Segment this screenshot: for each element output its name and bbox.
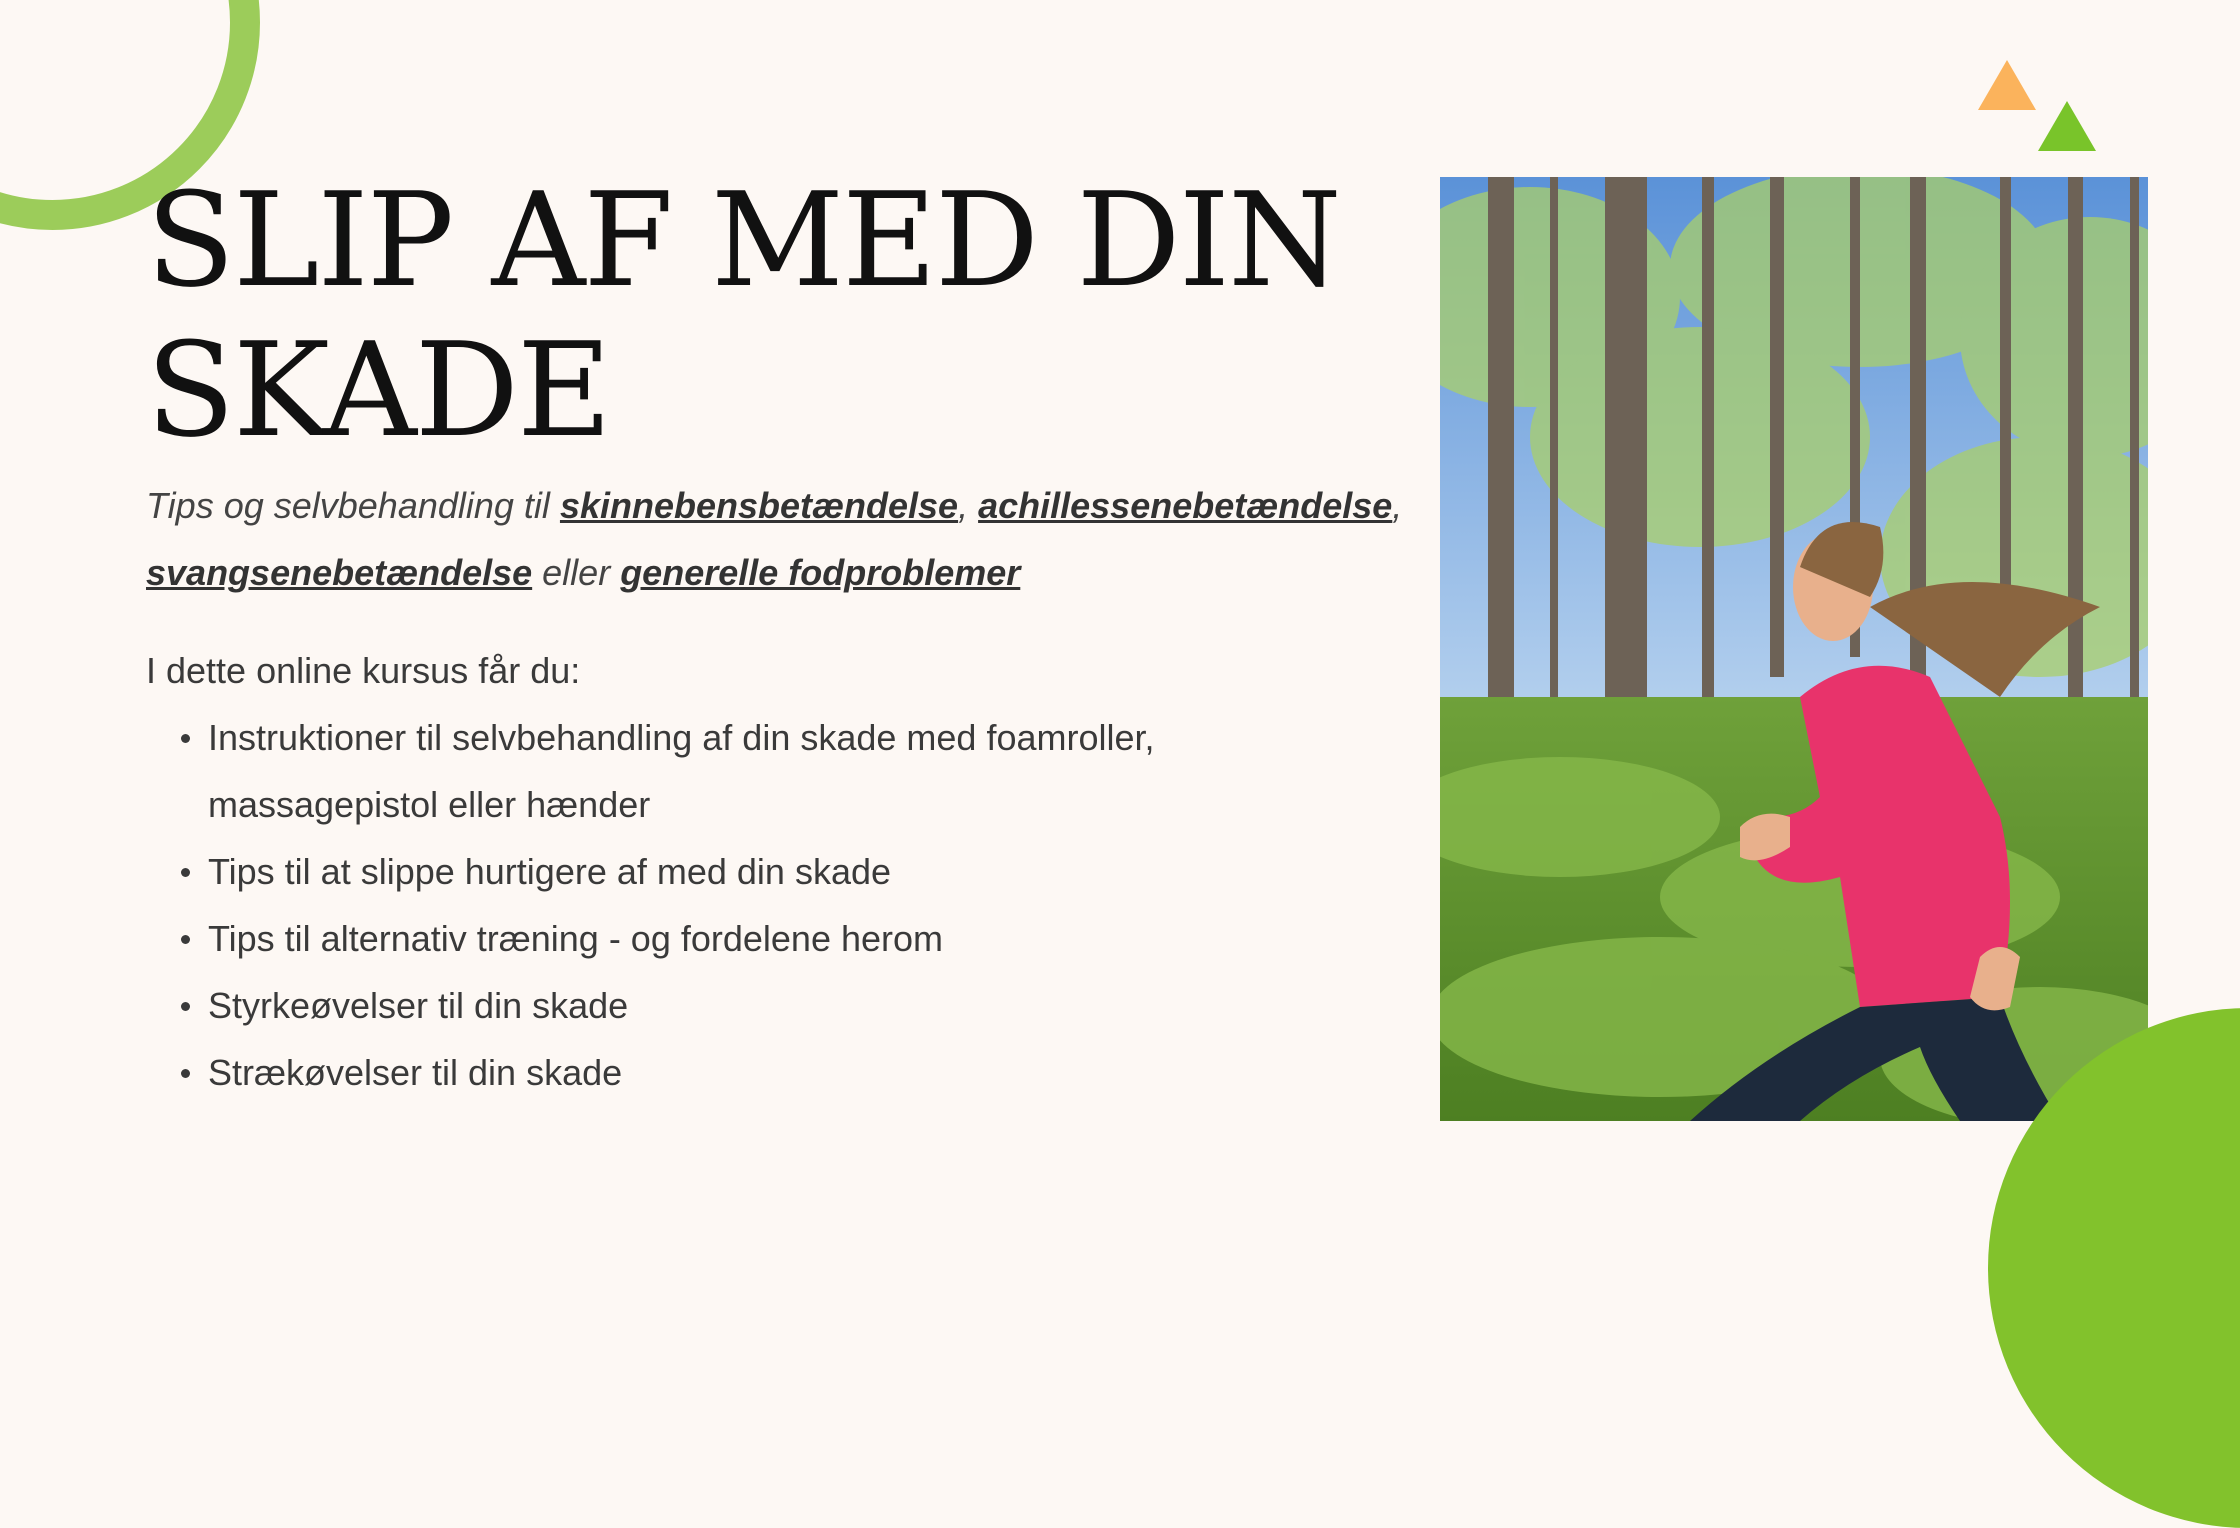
subtitle-connector: eller: [532, 552, 621, 593]
list-item: Strækøvelser til din skade: [208, 1039, 1258, 1106]
runner-photo: [1440, 177, 2148, 1121]
list-item: Tips til at slippe hurtigere af med din skade: [208, 838, 1258, 905]
subtitle-separator: ,: [958, 485, 979, 526]
subtitle: [146, 472, 1406, 606]
course-benefits-list: [208, 704, 1258, 1106]
subtitle-separator: ,: [1392, 485, 1403, 526]
link-generelle-fodproblemer[interactable]: generelle fodproblemer: [620, 552, 1021, 593]
title-line-2: SKADE: [146, 314, 610, 466]
course-intro: I dette online kursus får du:: [146, 650, 581, 691]
subtitle-prefix: Tips og selvbehandling til: [146, 485, 560, 526]
list-item: Instruktioner til selvbehandling af din skade med foamroller, massagepistol eller hænder: [208, 704, 1258, 838]
link-skinnebensbetaendelse[interactable]: skinnebensbetændelse: [559, 485, 959, 526]
page-title: [146, 165, 1396, 465]
title-line-1: SLIP AF MED DIN: [146, 164, 1340, 316]
link-achillessenebetaendelse[interactable]: achillessenebetændelse: [978, 485, 1393, 526]
decorative-triangle-green: [2038, 101, 2096, 151]
decorative-triangle-orange: [1978, 60, 2036, 110]
runner-illustration: [1440, 177, 2148, 1121]
list-item: Styrkeøvelser til din skade: [208, 972, 1258, 1039]
list-item: Tips til alternativ træning - og fordelene herom: [208, 905, 1258, 972]
link-svangsenebetaendelse[interactable]: svangsenebetændelse: [146, 552, 533, 593]
